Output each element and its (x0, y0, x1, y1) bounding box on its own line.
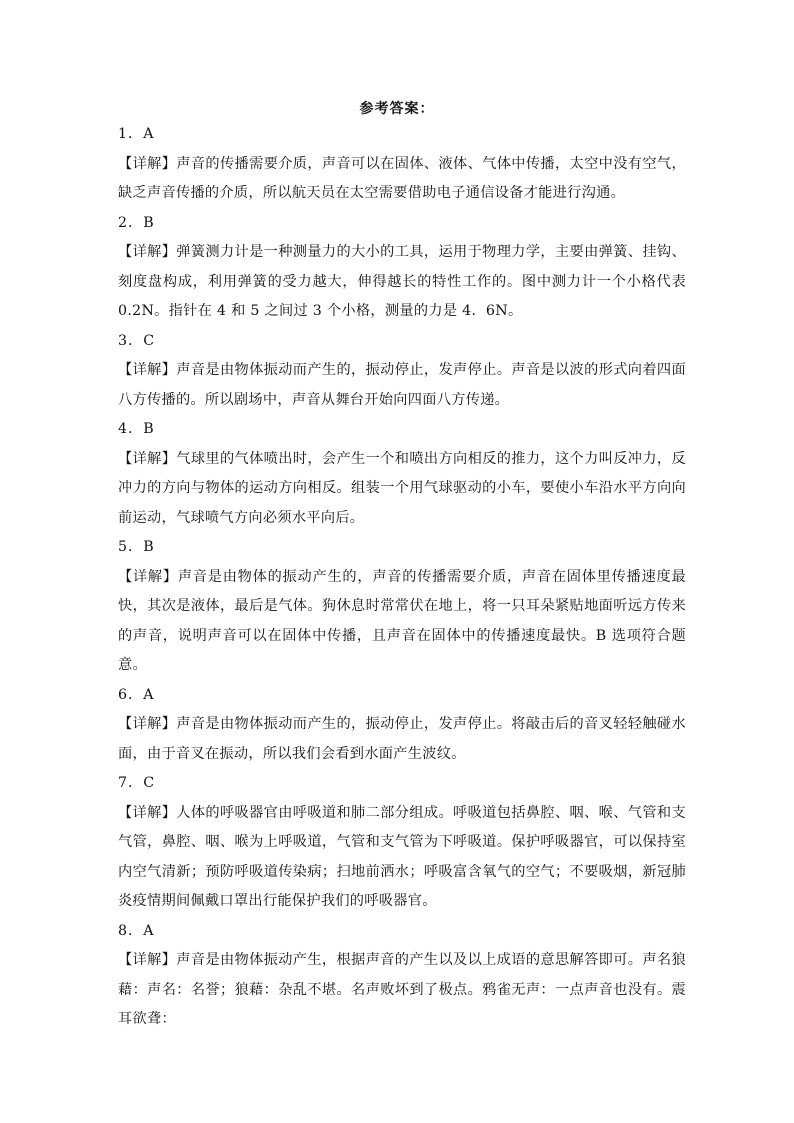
explanation-tag: 【详解】 (118, 804, 177, 821)
explanation-tag: 【详解】 (118, 952, 177, 968)
question-number: 5．B (118, 539, 155, 555)
explanation-tag: 【详解】 (118, 568, 178, 585)
answer-list (118, 120, 686, 1035)
explanation-tag: 【详解】 (118, 155, 177, 172)
explanation-tag: 【详解】 (118, 450, 177, 467)
explanation-tag: 【详解】 (118, 716, 177, 732)
explanation (118, 150, 686, 209)
explanation-tag: 【详解】 (118, 244, 177, 260)
explanation (118, 799, 686, 917)
question-number: 7．C (118, 775, 156, 791)
explanation-tag: 【详解】 (118, 362, 177, 378)
question-number: 1．A (118, 126, 155, 142)
question-number: 4．B (118, 421, 155, 437)
explanation (118, 356, 686, 415)
explanation-text: 声音是由物体振动产生，根据声音的产生以及以上成语的意思解答即可。声名狼藉：声名：名誉；狼藉：杂乱不堪。名声败坏到了极点。鸦雀无声：一点声音也没有。震耳欲聋： (118, 952, 686, 1027)
explanation (118, 238, 686, 327)
explanation-text: 弹簧测力计是一种测量力的大小的工具，运用于物理力学，主要由弹簧、挂钩、刻度盘构成，利用弹簧的受力越大，伸得越长的特性工作的。图中测力计一个小格代表 0.2N。指针在 4 和 5 之间过 3 个小格，测量的力是 4．6N。 (118, 244, 686, 319)
question-number: 3．C (118, 332, 156, 349)
question-number: 2．B (118, 214, 155, 231)
question-number: 6．A (118, 686, 155, 703)
explanation-text: 声音是由物体振动而产生的，振动停止，发声停止。将敲击后的音叉轻轻触碰水面，由于音叉在振动，所以我们会看到水面产生波纹。 (118, 716, 686, 762)
explanation (118, 563, 686, 681)
explanation-text: 声音的传播需要介质，声音可以在固体、液体、气体中传播，太空中没有空气，缺乏声音传播的介质，所以航天员在太空需要借助电子通信设备才能进行沟通。 (118, 155, 686, 201)
explanation-text: 人体的呼吸器官由呼吸道和肺二部分组成。呼吸道包括鼻腔、咽、喉、气管和支气管，鼻腔、咽、喉为上呼吸道，气管和支气管为下呼吸道。保护呼吸器官，可以保持室内空气清新；预防呼吸道传染病；扫地前洒水；呼吸富含氧气的空气；不要吸烟，新冠肺炎疫情期间佩戴口罩出行能保护我们的呼吸器官。 (118, 804, 686, 909)
explanation (118, 445, 686, 534)
explanation (118, 946, 686, 1035)
question-number: 8．A (118, 922, 155, 939)
explanation-text: 声音是由物体的振动产生的，声音的传播需要介质，声音在固体里传播速度最快，其次是液体，最后是气体。狗休息时常常伏在地上，将一只耳朵紧贴地面听远方传来的声音，说明声音可以在固体中传播，且声音在固体中的传播速度最快。B 选项符合题意。 (118, 568, 687, 673)
explanation-text: 气球里的气体喷出时，会产生一个和喷出方向相反的推力，这个力叫反冲力，反冲力的方向与物体的运动方向相反。组装一个用气球驱动的小车，要使小车沿水平方向向前运动，气球喷气方向必须水平向后。 (118, 450, 686, 526)
explanation-text: 声音是由物体振动而产生的，振动停止，发声停止。声音是以波的形式向着四面八方传播的。所以剧场中，声音从舞台开始向四面八方传递。 (118, 362, 686, 408)
explanation (118, 710, 686, 769)
page-title: 参考答案： (359, 101, 435, 117)
